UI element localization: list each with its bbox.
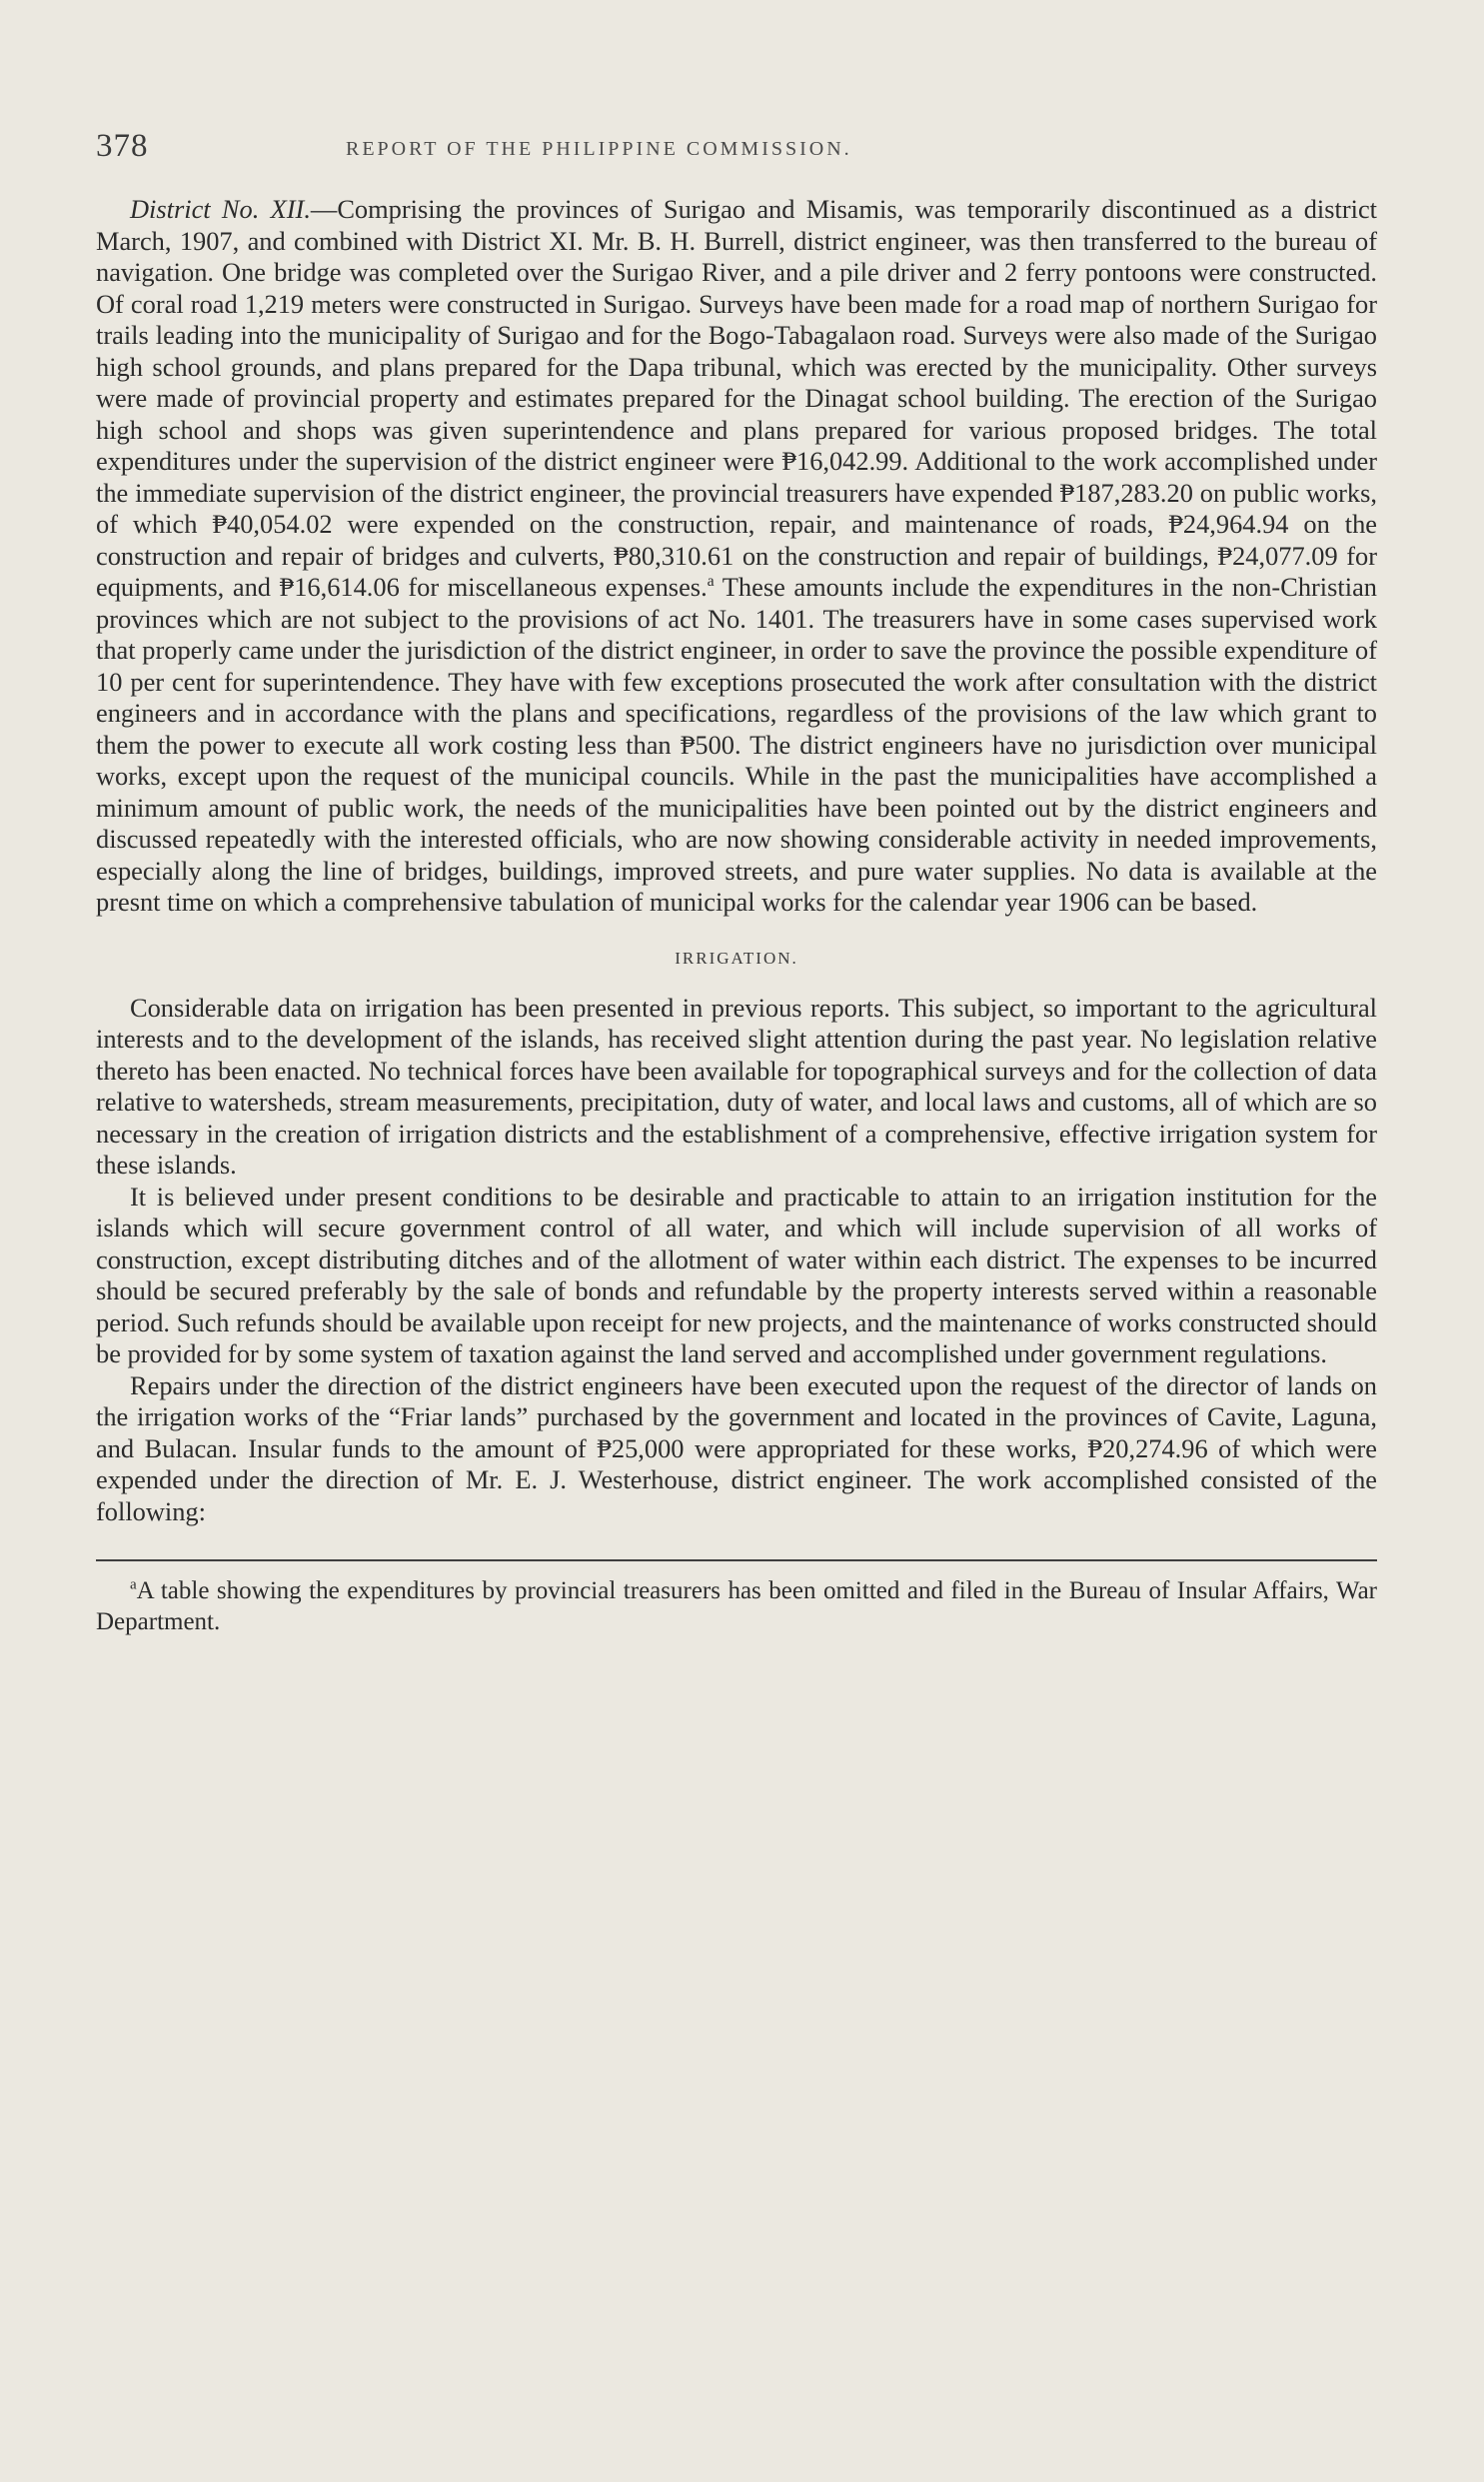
footnote-text: A table showing the expenditures by provincial treasurers has been omitted and filed in the Bureau of Insular Affairs, War Department. [96,1577,1377,1635]
page-number: 378 [96,128,149,164]
irrigation-paragraph-2: It is believed under present conditions to be desirable and practicable to attain to an irrigation institution for the islands which will secure government control of all water, and which will include supervision of all works of construction, except distributing ditches and of the allotment of water within each district. The expenses to be incurred should be secured preferably by the sale of bonds and refundable by the property interests served within a reasonable period. Such refunds should be available upon receipt for new projects, and the maintenance of works constructed should be provided for by some system of taxation against the land served and accomplished under government regulations. [96,1181,1377,1368]
footnote-reference: a [707,573,715,591]
district-text: —Comprising the provinces of Surigao and Misamis, was temporarily discontinued as a district March, 1907, and combined with District XI. Mr. B. H. Burrell, district engineer, was then transferred to the bureau of navigation. One bridge was completed over the Surigao River, and a pile driver and 2 ferry pontoons were constructed. Of coral road 1,219 meters were constructed in Surigao. Surveys have been made for a road map of northern Surigao for trails leading into the municipality of Surigao and for the Bogo-Tabagalaon road. Surveys were also made of the Surigao high school grounds, and plans prepared for the Dapa tribunal, which was erected by the municipality. Other surveys were made of provincial property and estimates prepared for the Dinagat school building. The erection of the Surigao high school and shops was given superintendence and plans prepared for various proposed bridges. The total expenditures under the supervision of the district engineer were ₱16,042.99. Additional to the work accomplished under the immediate supervision of the district engineer, the provincial treasurers have expended ₱187,283.20 on public works, of which ₱40,054.02 were expended on the construction, repair, and maintenance of roads, ₱24,964.94 on the construction and repair of bridges and culverts, ₱80,310.61 on the construction and repair of buildings, ₱24,077.09 for equipments, and ₱16,614.06 for miscellaneous expenses. [96,194,1377,602]
footnote-divider [96,1559,1377,1561]
footnote-marker: a [130,1576,137,1593]
district-xii-paragraph [96,194,1377,919]
district-heading: District No. XII. [130,194,311,224]
irrigation-heading: IRRIGATION. [675,948,798,968]
page-header [96,128,1375,178]
irrigation-paragraph-1: Considerable data on irrigation has been presented in previous reports. This subject, so important to the agricultural interests and to the development of the islands, has received slight attention during the past year. No legislation relative thereto has been enacted. No technical forces have been available for topographical surveys and for the collection of data relative to watersheds, stream measurements, precipitation, duty of water, and local laws and customs, all of which are so necessary in the creation of irrigation districts and the establishment of a comprehensive, effective irrigation system for these islands. [96,992,1377,1180]
page-body [96,194,1377,1637]
running-head: REPORT OF THE PHILIPPINE COMMISSION. [346,138,852,160]
footnote [96,1575,1377,1637]
district-text-continued: These amounts include the expenditures in the non-Christian provinces which are not subject to the provisions of act No. 1401. The treasurers have in some cases supervised work that properly came under the jurisdiction of the district engineer, in order to save the province the possible expenditure of 10 per cent for superintendence. They have with few exceptions prosecuted the work after consultation with the district engineers and in accordance with the plans and specifications, regardless of the provisions of the law which grant to them the power to execute all work costing less than ₱500. The district engineers have no jurisdiction over municipal works, except upon the request of the municipal councils. While in the past the municipalities have accomplished a minimum amount of public work, the needs of the municipalities have been pointed out by the district engineers and discussed repeatedly with the interested officials, who are now showing considerable activity in needed improvements, especially along the line of bridges, buildings, improved streets, and pure water supplies. No data is available at the presnt time on which a comprehensive tabulation of municipal works for the calendar year 1906 can be based. [96,572,1377,917]
irrigation-paragraph-3: Repairs under the direction of the district engineers have been executed upon the request of the director of lands on the irrigation works of the “Friar lands” purchased by the government and located in the provinces of Cavite, Laguna, and Bulacan. Insular funds to the amount of ₱25,000 were appropriated for these works, ₱20,274.96 of which were expended under the direction of Mr. E. J. Westerhouse, district engineer. The work accomplished consisted of the following: [96,1369,1377,1526]
